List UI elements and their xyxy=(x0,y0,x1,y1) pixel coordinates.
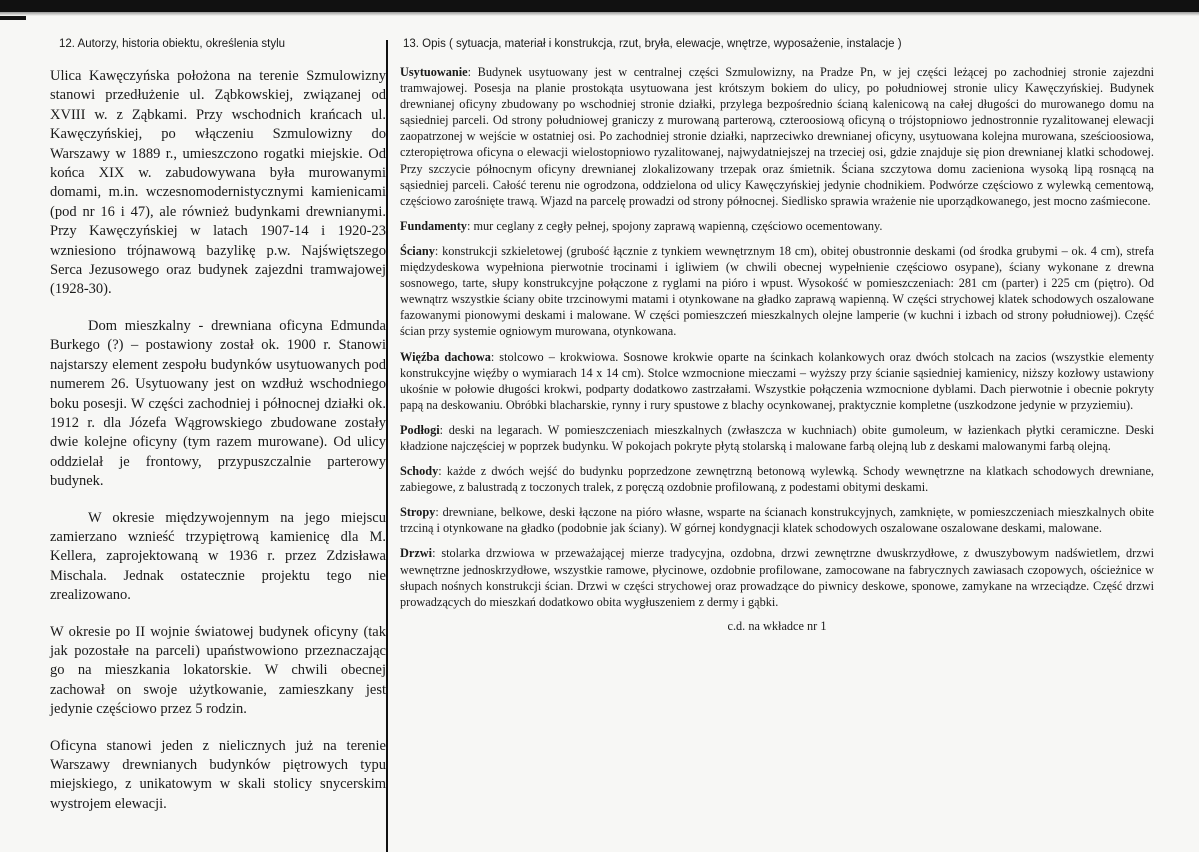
section-podlogi xyxy=(400,422,1154,454)
history-paragraph: Ulica Kawęczyńska położona na terenie Szmulowizny stanowi przedłużenie ul. Ząbkowskiej, związanej od XVIII w. z Ząbkami. Przy wschodnich krańcach ul. Kawęczyńskiej, po włączeniu Szmulowizny do Warszawy w 1889 r., umieszczono rogatki miejskie. Od końca XIX w. zabudowywana była murowanymi domami, m.in. wczesnomodernistycznymi kamienicami (pod nr 16 i 47), ale również budynkami drewnianymi. Przy Kawęczyńskiej w latach 1907-14 i 1920-23 wzniesiono trójnawową bazylikę p.w. Najświętszego Serca Jezusowego oraz budynek zajezdni tramwajowej (1928-30). xyxy=(50,68,386,298)
section-label: Usytuowanie xyxy=(400,65,468,79)
section-label: Schody xyxy=(400,464,439,479)
section-text: : konstrukcji szkieletowej (grubość łącznie z tynkiem wewnętrznym 18 cm), obitej obustronnie deskami (od środka grubymi – ok. 4 cm), strefa międzydeskowa wypełniona pierwotnie trocinami i igliwiem (w chwili obecnej wypełnienie częściowo osypane), ściany wykonane z drewna sosnowego, tarte, słupy konstrukcyjne połączone z ryglami na pióro i wpust. Wysokość w pomieszczeniach: 281 cm (parter) i 225 cm (piętro). Od wewnątrz wszystkie ściany obite trzcinowymi matami i otynkowane na gładko zaprawą wapienną. W części strychowej klatek schodowych oszalowane fazowanymi pionowymi deskami i malowane. W części pomieszczeń mieszkalnych olejne lamperie (w kuchni i izbach od strony południowej). Część ścian przy systemie ogniowym murowana, otynkowana. xyxy=(400,243,1154,339)
section-text: : drewniane, belkowe, deski łączone na pióro własne, wsparte na ścianach konstrukcyjnych, zamknięte, w pomieszczeniach mieszkalnych obite trzciną i otynkowane na gładko (podobnie jak ściany). W górnej kondygnacji klatek schodowych oszalowane oszalowane deskami, malowane. xyxy=(400,505,1154,536)
section-stropy xyxy=(400,504,1154,536)
history-paragraph: W okresie po II wojnie światowej budynek oficyny (tak jak pozostałe na parceli) upaństwowiono przeznaczając go na mieszkania lokatorskie. W chwili obecnej zachował on swoje użytkowanie, zamieszkany jest jedynie częściowo przez 5 rodzin. xyxy=(50,623,386,718)
scan-top-edge xyxy=(0,0,1199,12)
history-paragraph: W okresie międzywojennym na jego miejscu zamierzano wznieść trzypiętrową kamienicę dla M. Kellera, zaprojektowaną w 1936 r. przez Zdzisława Mischala. Jednak ostatecznie projektu tego nie zrealizowano. xyxy=(50,509,386,604)
description-column xyxy=(400,38,1154,634)
history-paragraph: Dom mieszkalny - drewniana oficyna Edmunda Burkego (?) – postawiony został ok. 1900 r. Stanowi najstarszy element zespołu budynków usytuowanych pod numerem 26. Usytuowany jest on wzdłuż wschodniego boku posesji. W części zachodniej i północnej działki ok. 1912 r. dla Józefa Wągrowskiego zbudowane zostały dwie kolejne oficyny (tym razem murowane). Od ulicy oddzielał je frontowy, przypuszczalnie parterowy budynek. xyxy=(50,317,386,490)
section-sciany xyxy=(400,243,1154,340)
section-label: Drzwi xyxy=(400,546,433,561)
section-wiezba xyxy=(400,349,1154,413)
description-heading: 13. Opis ( sytuacja, materiał i konstrukcja, rzut, bryła, elewacje, wnętrze, wyposażenie, instalacje ) xyxy=(403,38,902,50)
section-text: : deski na legarach. W pomieszczeniach mieszkalnych (zwłaszcza w kuchniach) obite gumoleum, w łazienkach płytki ceramiczne. Deski kładzione najczęściej w poprzek budynku. W pokojach pokryte płytą stolarską i malowane farbą olejną lub z deskami malowanymi farbą olejną. xyxy=(400,422,1154,453)
section-label: Ściany xyxy=(400,243,435,258)
section-label: Podłogi xyxy=(400,422,440,437)
section-text: : Budynek usytuowany jest w centralnej części Szmulowizny, na Pradze Pn, w jej części leżącej po zachodniej stronie zajezdni tramwajowej. Posesja na planie prostokąta usytuowana jest krótszym bokiem do ulicy, po południowej stronie ulicy Kawęczyńskiej. Budynek drewnianej oficyny zbudowany po wschodniej stronie działki, przylega bezpośrednio ścianą kalenicową na całej długości do murowanego domu na sąsiedniej parceli. Od strony południowej graniczy z murowaną parterową, czteroosiową oficyną o trójstopniowo jednostronnie ryzalitowanej elewacji zaopatrzonej w wejście w ostatniej osi. Po zachodniej stronie działki, naprzeciwko drewnianej oficyny, usytuowana kolejna murowana, sześcioosiowa, czteropiętrowa oficyna o elewacji wielostopniowo ryzalitowanej, najwydatniejszej na trzeciej osi, gdzie znajduje się pion drewnianej klatki schodowej. Przy szczycie północnym oficyny drewnianej zlokalizowany trzepak oraz śmietnik. Ściana szczytowa domu zacieniona wysoką lipą rosnącą na sąsiedniej parceli. Całość terenu nie ogrodzona, oddzielona od ulicy Kawęczyńskiej jedynie chodnikiem. Podwórze częściowo z wylewką cementową, częściowo zarośnięte trawą. Wjazd na parcelę prowadzi od strony północnej. Siedlisko sprawia wrażenie nie uporządkowanego, jest mocno zaśmiecone. xyxy=(400,65,1154,208)
section-label: Stropy xyxy=(400,505,436,520)
section-text: : stolarka drzwiowa w przeważającej mierze tradycyjna, ozdobna, drzwi zewnętrzne dwuskrzydłowe, z dwuszybowym nadświetlem, drzwi wewnętrzne jednoskrzydłowe, wszystkie ramowe, płycinowe, ozdobnie profilowane, zamocowane na fabrycznych zawiasach czopowych, ościeżnice w słupach nośnych konstrukcji ścian. Drzwi w części strychowej oraz prowadzące do piwnicy deskowe, sponowe, zamykane na wrzeciądze. Część drzwi prowadzących do mieszkań dodatkowo obita wygłuszeniem z dermy i gąbki. xyxy=(400,546,1154,609)
section-usytuowanie xyxy=(400,64,1154,209)
section-label: Fundamenty xyxy=(400,218,467,233)
column-divider xyxy=(386,40,388,852)
section-schody xyxy=(400,463,1154,495)
continuation-note: c.d. na wkładce nr 1 xyxy=(727,618,827,633)
scan-corner-tab xyxy=(0,0,26,20)
history-paragraph: Oficyna stanowi jeden z nielicznych już na terenie Warszawy drewnianych budynków piętrowych typu miejskiego, z unikatowym w skali stolicy snycerskim wystrojem elewacji. xyxy=(50,737,386,812)
scan-edge-shadow xyxy=(0,12,1199,16)
section-text: : każde z dwóch wejść do budynku poprzedzone zewnętrzną betonową wylewką. Schody wewnętrzne na klatkach schodowych drewniane, zabiegowe, z balustradą z toczonych tralek, z poręczą ozdobnie profilowaną, z podestami obitymi deskami. xyxy=(400,464,1154,495)
history-column xyxy=(50,38,386,831)
section-fundamenty xyxy=(400,218,1154,234)
section-text: : mur ceglany z cegły pełnej, spojony zaprawą wapienną, częściowo ocementowany. xyxy=(466,218,883,233)
section-label: Więźba dachowa xyxy=(400,349,491,364)
section-drzwi xyxy=(400,545,1154,609)
section-text: : stolcowo – krokwiowa. Sosnowe krokwie oparte na ścinkach kolankowych oraz dwóch stolcach na zacios (wszystkie elementy konstrukcyjne więźby o wymiarach 14 x 14 cm). Stolce wzmocnione mieczami – wyższy przy ścianie sąsiedniej kamienicy, niższy kozłowy ustawiony ukośnie w połowie długości krokwi, podparty dodatkowo zastrzałami. Wszystkie połączenia wzmocnione dyblami. Dach pierwotnie i obecnie pokryty papą na deskowaniu. Obróbki blacharskie, rynny i rury spustowe z blachy ocynkowanej, praktycznie kompletne (uszkodzone jedynie w przyziemiu). xyxy=(400,349,1154,412)
history-heading: 12. Autorzy, historia obiektu, określenia stylu xyxy=(59,38,286,50)
